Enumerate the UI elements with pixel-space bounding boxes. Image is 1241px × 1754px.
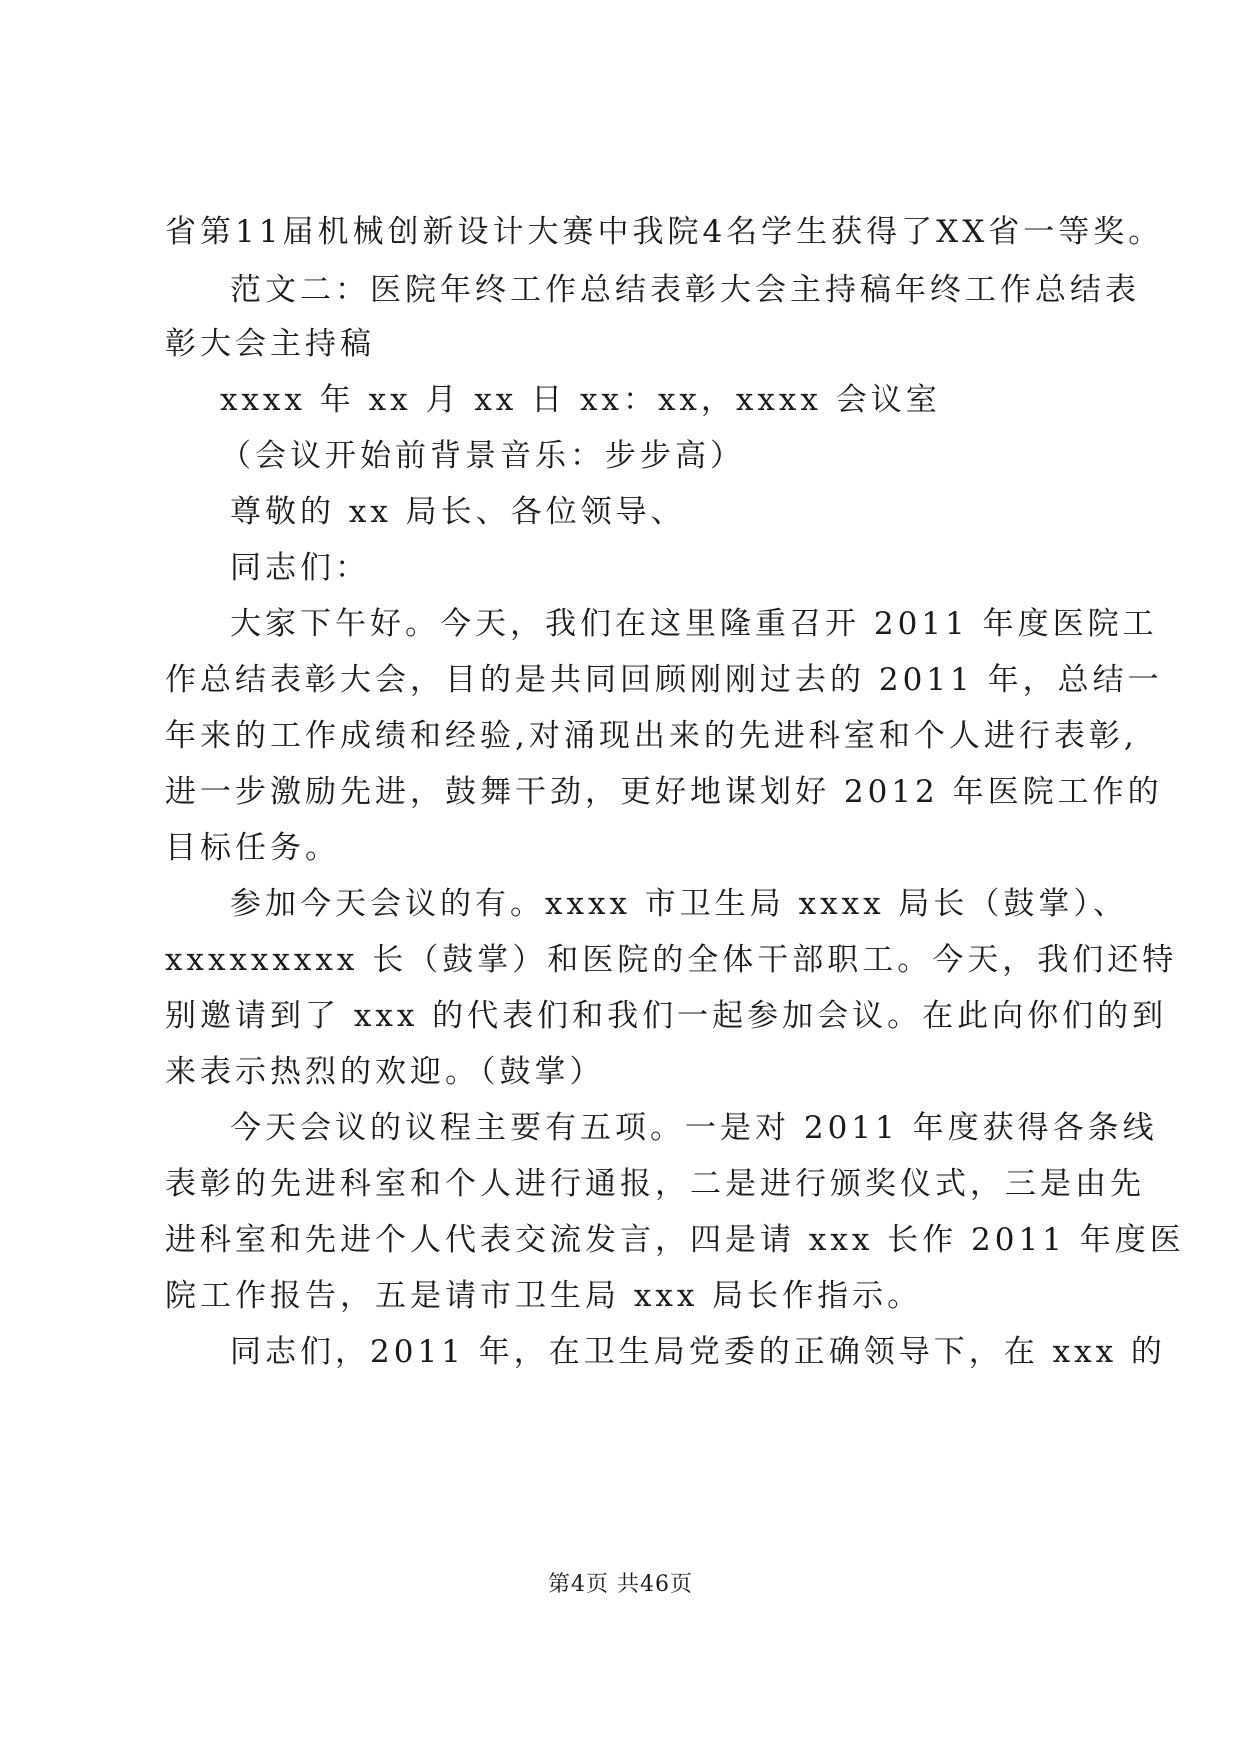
page-number-footer: 第4页 共46页 — [548, 1572, 693, 1597]
text-line: 表彰的先进科室和个人进行通报，二是进行颁奖仪式，三是由先 — [165, 1166, 1145, 1202]
text-line: 省第11届机械创新设计大赛中我院4名学生获得了XX省一等奖。 — [165, 214, 1164, 250]
text-line: 别邀请到了 xxx 的代表们和我们一起参加会议。在此向你们的到 — [165, 998, 1168, 1034]
text-line: 彰大会主持稿 — [165, 326, 375, 362]
text-line: 今天会议的议程主要有五项。一是对 2011 年度获得各条线 — [230, 1110, 1158, 1146]
text-line: 年来的工作成绩和经验,对涌现出来的先进科室和个人进行表彰, — [165, 718, 1138, 754]
text-line: 大家下午好。今天，我们在这里隆重召开 2011 年度医院工 — [230, 606, 1158, 642]
text-line: 目标任务。 — [165, 830, 340, 866]
text-line: xxxxxxxxx 长（鼓掌）和医院的全体干部职工。今天，我们还特 — [165, 942, 1178, 978]
section-heading: 范文二：医院年终工作总结表彰大会主持稿年终工作总结表 — [230, 272, 1140, 308]
text-line: 尊敬的 xx 局长、各位领导、 — [230, 494, 686, 530]
text-line: 来表示热烈的欢迎。（鼓掌） — [165, 1054, 605, 1090]
text-line: 进科室和先进个人代表交流发言，四是请 xxx 长作 2011 年度医 — [165, 1222, 1185, 1258]
text-line: 同志们： — [230, 550, 370, 586]
text-line: 作总结表彰大会，目的是共同回顾刚刚过去的 2011 年，总结一 — [165, 662, 1163, 698]
text-line: 同志们，2011 年，在卫生局党委的正确领导下，在 xxx 的 — [230, 1334, 1166, 1370]
text-line: （会议开始前背景音乐：步步高） — [220, 438, 745, 474]
text-line: 参加今天会议的有。xxxx 市卫生局 xxxx 局长（鼓掌）、 — [230, 886, 1128, 922]
meeting-time-line: xxxx 年 xx 月 xx 日 xx：xx，xxxx 会议室 — [220, 382, 941, 418]
text-line: 院工作报告，五是请市卫生局 xxx 局长作指示。 — [165, 1278, 923, 1314]
text-line: 进一步激励先进，鼓舞干劲，更好地谋划好 2012 年医院工作的 — [165, 774, 1163, 810]
